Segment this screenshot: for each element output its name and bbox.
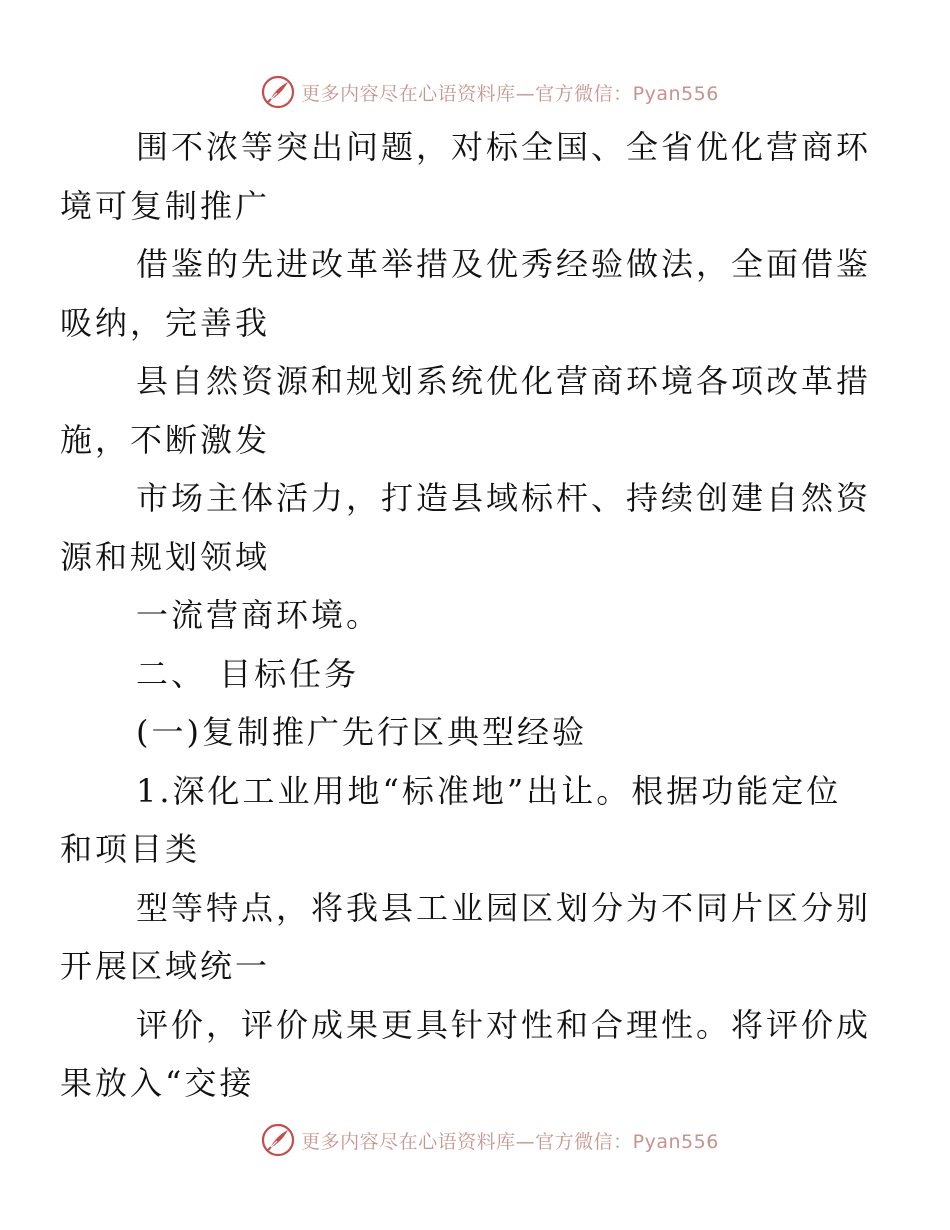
paragraph-3 bbox=[60, 352, 872, 469]
paragraph-line: 型等特点，将我县工业园区划分为不同片区分别 bbox=[136, 888, 872, 927]
paragraph-line: 和项目类 bbox=[60, 830, 201, 868]
paragraph-line: 评价，评价成果更具针对性和合理性。将评价成 bbox=[136, 1005, 872, 1044]
footer-banner-text: 更多内容尽在心语资料库—官方微信：Pyan556 bbox=[301, 1130, 719, 1153]
footer-banner bbox=[0, 1120, 950, 1160]
header-banner-text: 更多内容尽在心语资料库—官方微信：Pyan556 bbox=[301, 82, 719, 105]
paragraph-10 bbox=[60, 996, 872, 1113]
paragraph-line: 借鉴的先进改革举措及优秀经验做法，全面借鉴 bbox=[136, 245, 872, 283]
paragraph-4 bbox=[60, 469, 872, 586]
paragraph-line: 开展区域统一 bbox=[60, 947, 271, 985]
paragraph-line: 一流营商环境。 bbox=[136, 596, 382, 634]
paragraph-line: 施，不断激发 bbox=[60, 420, 271, 459]
section-heading-text: 二、 目标任务 bbox=[136, 654, 360, 693]
paragraph-9 bbox=[60, 879, 872, 996]
paragraph-line: 围不浓等突出问题，对标全国、全省优化营商环 bbox=[136, 128, 872, 166]
paragraph-8 bbox=[60, 762, 858, 879]
subsection-heading-text: (一)复制推广先行区典型经验 bbox=[136, 713, 587, 751]
section-heading bbox=[98, 645, 858, 704]
paragraph-line: 1.深化工业用地“标准地”出让。根据功能定位 bbox=[136, 771, 842, 810]
paragraph-5 bbox=[98, 586, 858, 645]
paragraph-line: 果放入“交接 bbox=[60, 1064, 255, 1102]
paragraph-line: 市场主体活力，打造县域标杆、持续创建自然资 bbox=[136, 479, 872, 517]
paragraph-line: 县自然资源和规划系统优化营商环境各项改革措 bbox=[136, 362, 872, 400]
paragraph-2 bbox=[60, 235, 872, 352]
footer-banner-content bbox=[261, 1123, 719, 1157]
paragraph-1 bbox=[60, 118, 872, 235]
paragraph-line: 吸纳，完善我 bbox=[60, 303, 271, 342]
header-banner bbox=[0, 72, 950, 112]
paragraph-line: 境可复制推广 bbox=[60, 186, 271, 225]
feather-pen-icon bbox=[261, 75, 295, 109]
header-banner-content bbox=[261, 75, 719, 109]
subsection-heading bbox=[98, 703, 858, 762]
feather-pen-icon bbox=[261, 1123, 295, 1157]
document-body bbox=[60, 118, 872, 1113]
paragraph-line: 源和规划领域 bbox=[60, 537, 271, 576]
